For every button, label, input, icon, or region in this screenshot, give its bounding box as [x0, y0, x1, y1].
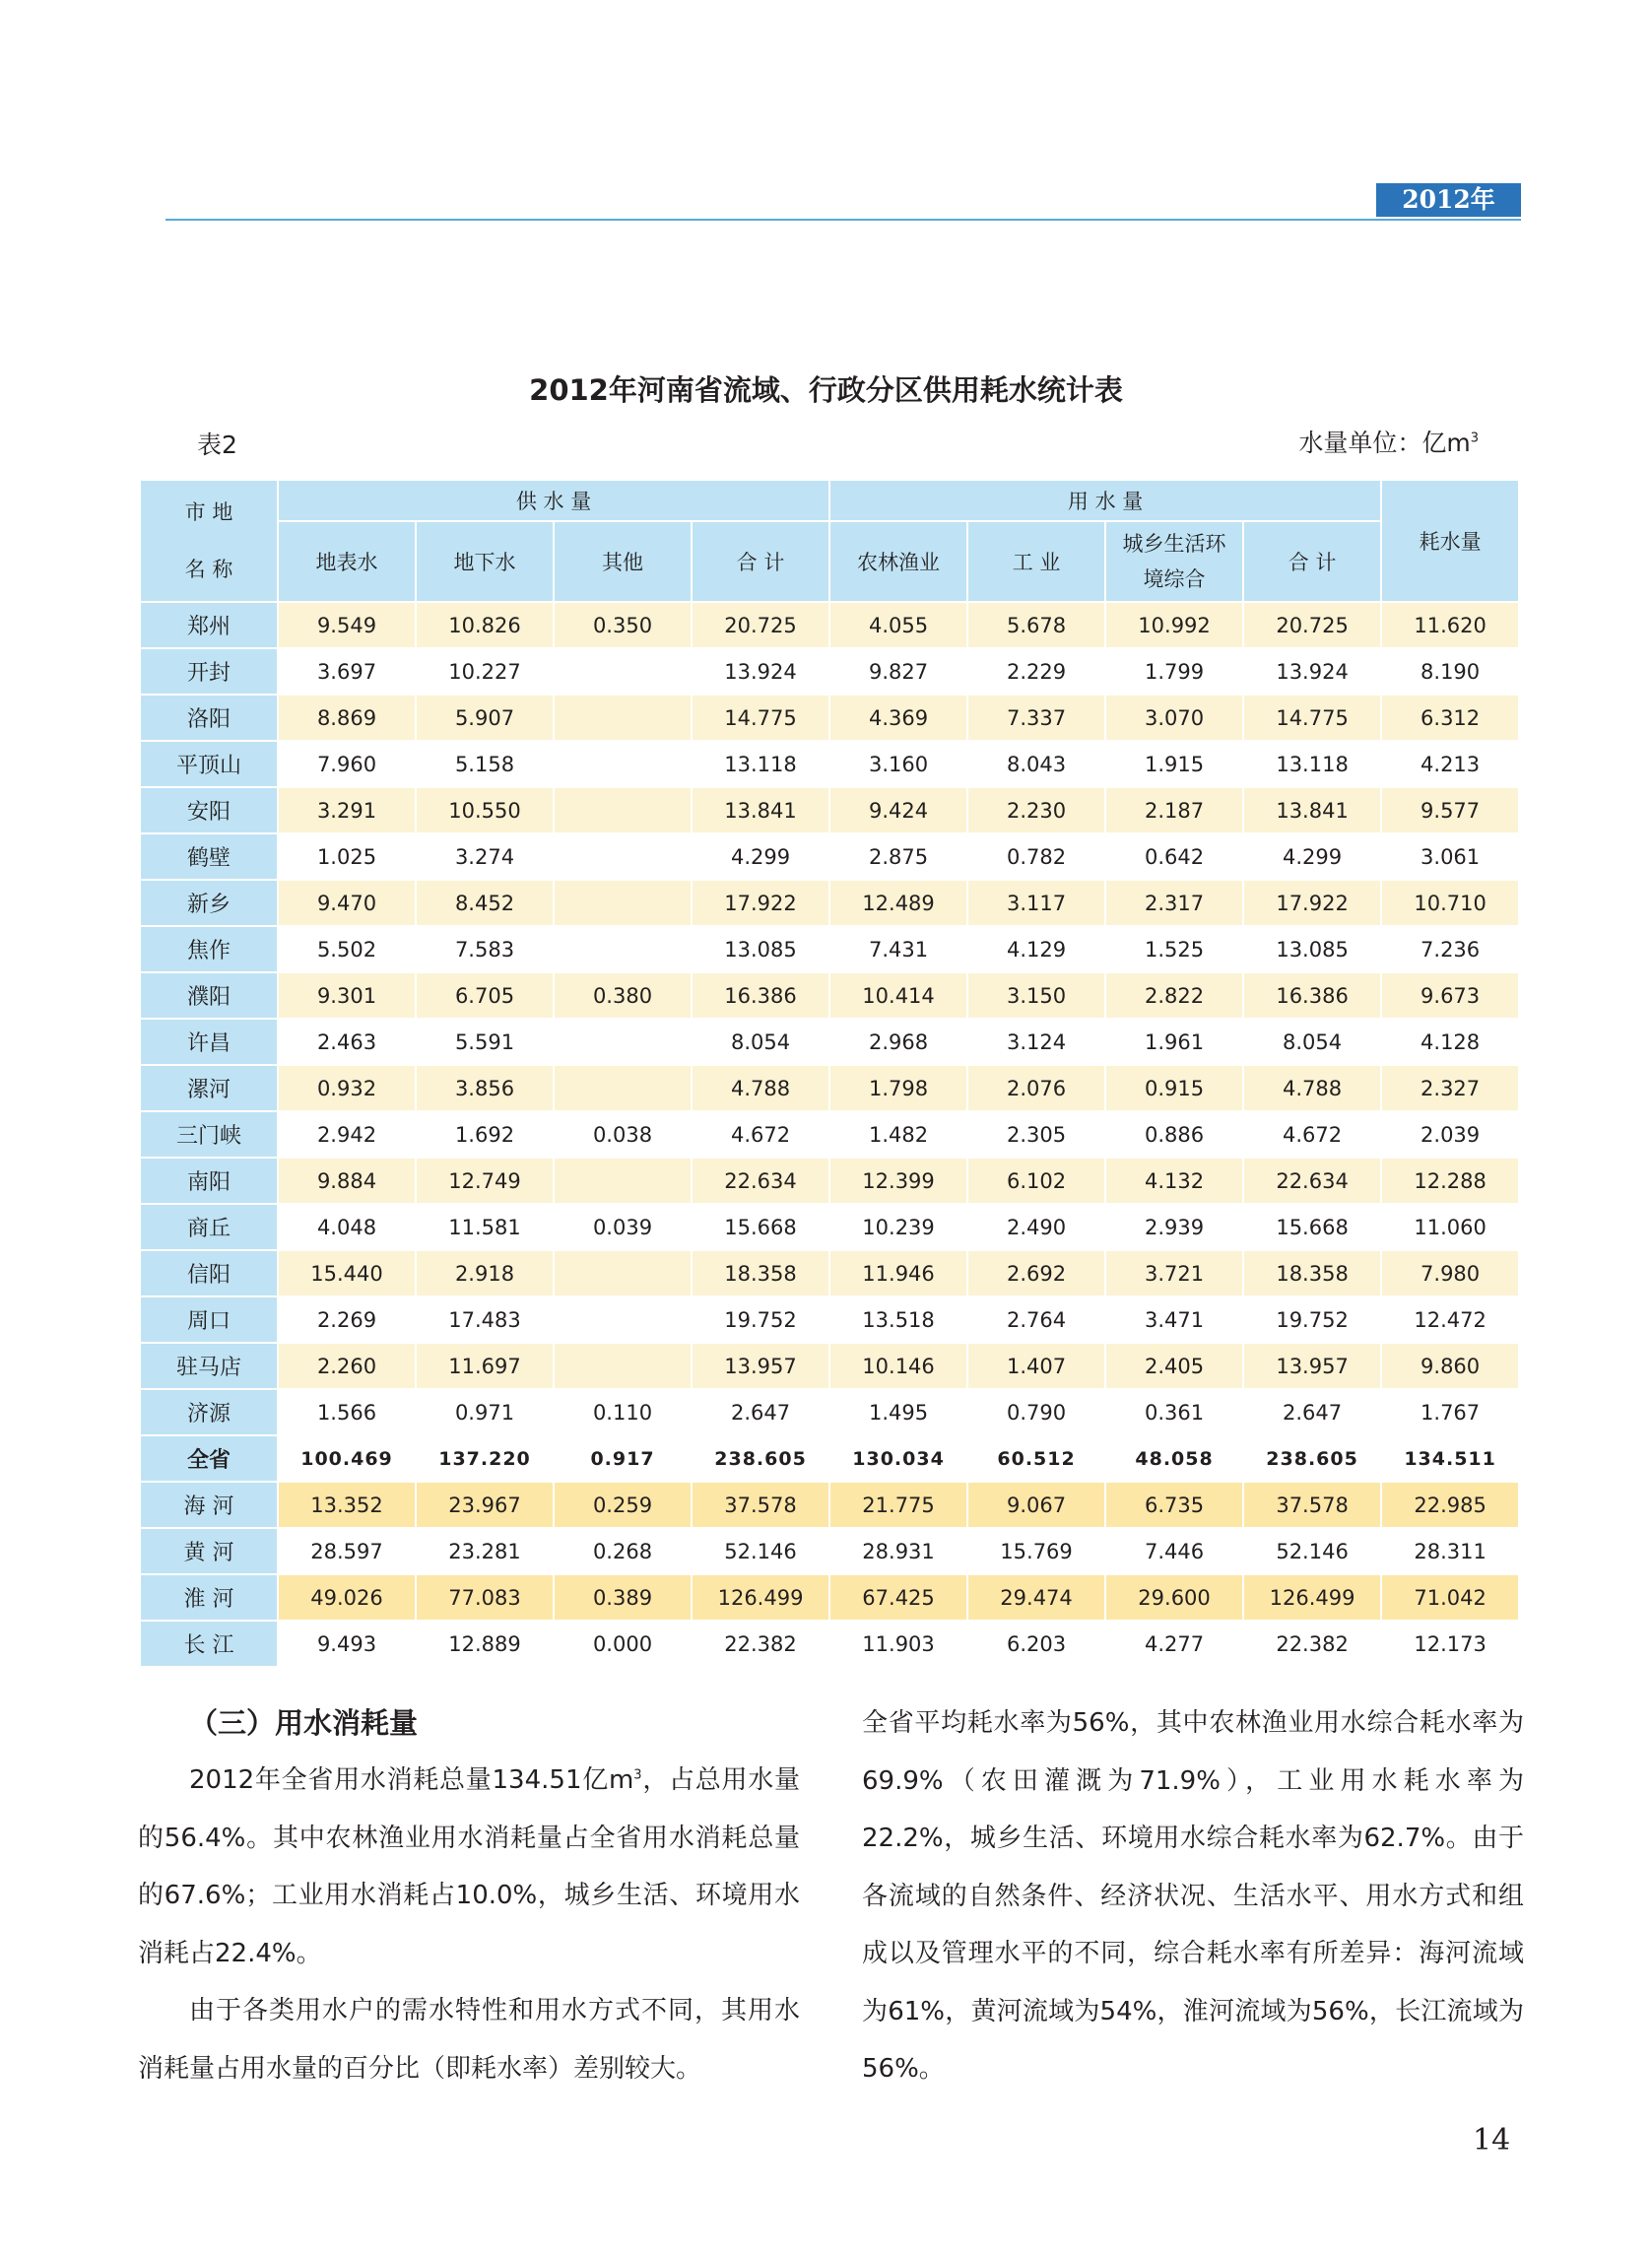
value-cell	[554, 1065, 692, 1111]
table-row	[140, 1019, 1519, 1065]
value-cell	[554, 787, 692, 833]
value-cell: 4.788	[1243, 1065, 1381, 1111]
value-cell: 0.886	[1105, 1111, 1243, 1158]
value-cell: 2.647	[692, 1389, 829, 1435]
value-cell: 4.788	[692, 1065, 829, 1111]
value-cell: 10.826	[416, 602, 554, 648]
value-cell: 21.775	[829, 1482, 967, 1528]
region-name-cell: 周口	[140, 1296, 278, 1343]
value-cell: 13.352	[278, 1482, 416, 1528]
value-cell: 4.213	[1381, 741, 1519, 787]
value-cell: 0.380	[554, 972, 692, 1019]
value-cell: 2.260	[278, 1343, 416, 1389]
value-cell: 4.672	[1243, 1111, 1381, 1158]
value-cell: 2.230	[967, 787, 1105, 833]
value-cell: 3.117	[967, 880, 1105, 926]
paragraph-3: 全省平均耗水率为56%，其中农林渔业用水综合耗水率为69.9%（农田灌溉为71.9%），工业用水耗水率为22.2%，城乡生活、环境用水综合耗水率为62.7%。由于各流域的自然条件、经济状况、生活水平、用水方式和组成以及管理水平的不同，综合耗水率有所差异：海河流域为61%，黄河流域为54%，淮河流域为56%，长江流域为56%。	[862, 1708, 1524, 2084]
table-row	[140, 602, 1519, 648]
value-cell: 1.915	[1105, 741, 1243, 787]
value-cell: 49.026	[278, 1574, 416, 1621]
value-cell: 130.034	[829, 1435, 967, 1482]
value-cell	[554, 1296, 692, 1343]
region-name-cell: 长 江	[140, 1621, 278, 1667]
region-name-cell: 海 河	[140, 1482, 278, 1528]
table-row	[140, 1435, 1519, 1482]
value-cell	[554, 648, 692, 695]
value-cell: 17.922	[1243, 880, 1381, 926]
value-cell: 2.647	[1243, 1389, 1381, 1435]
value-cell: 12.399	[829, 1158, 967, 1204]
value-cell: 12.173	[1381, 1621, 1519, 1667]
region-name-cell: 郑州	[140, 602, 278, 648]
value-cell: 6.312	[1381, 695, 1519, 741]
value-cell: 0.361	[1105, 1389, 1243, 1435]
supply-group-header: 供 水 量	[278, 480, 829, 521]
table-number: 表2	[197, 431, 237, 459]
region-name-cell: 鹤壁	[140, 833, 278, 880]
section-heading: （三）用水消耗量	[189, 1706, 419, 1740]
table-row	[140, 1204, 1519, 1250]
value-cell: 1.961	[1105, 1019, 1243, 1065]
value-cell: 29.600	[1105, 1574, 1243, 1621]
value-cell: 0.259	[554, 1482, 692, 1528]
value-cell: 2.076	[967, 1065, 1105, 1111]
value-cell: 12.749	[416, 1158, 554, 1204]
value-cell: 9.424	[829, 787, 967, 833]
value-cell: 9.884	[278, 1158, 416, 1204]
value-cell: 13.957	[692, 1343, 829, 1389]
table-row	[140, 926, 1519, 972]
text-column-left	[138, 1694, 800, 2097]
table-row	[140, 972, 1519, 1019]
paragraph-2: 由于各类用水户的需水特性和用水方式不同，其用水消耗量占用水量的百分比（即耗水率）差别较大。	[138, 1996, 800, 2084]
region-name-cell: 安阳	[140, 787, 278, 833]
value-cell	[554, 926, 692, 972]
value-cell: 13.118	[692, 741, 829, 787]
value-cell: 3.124	[967, 1019, 1105, 1065]
value-cell: 1.566	[278, 1389, 416, 1435]
table-row	[140, 1111, 1519, 1158]
value-cell: 1.525	[1105, 926, 1243, 972]
value-cell: 48.058	[1105, 1435, 1243, 1482]
value-cell: 4.132	[1105, 1158, 1243, 1204]
region-name-cell: 洛阳	[140, 695, 278, 741]
value-cell: 2.187	[1105, 787, 1243, 833]
header-rule	[165, 219, 1521, 221]
value-cell: 11.697	[416, 1343, 554, 1389]
value-cell: 10.992	[1105, 602, 1243, 648]
value-cell: 8.054	[692, 1019, 829, 1065]
value-cell: 1.025	[278, 833, 416, 880]
value-cell: 0.932	[278, 1065, 416, 1111]
value-cell: 11.581	[416, 1204, 554, 1250]
value-cell: 2.942	[278, 1111, 416, 1158]
table-row	[140, 1296, 1519, 1343]
value-cell: 37.578	[692, 1482, 829, 1528]
value-cell: 4.048	[278, 1204, 416, 1250]
table-row	[140, 741, 1519, 787]
value-cell: 10.227	[416, 648, 554, 695]
value-cell: 10.146	[829, 1343, 967, 1389]
value-cell: 22.382	[692, 1621, 829, 1667]
value-cell: 28.311	[1381, 1528, 1519, 1574]
value-cell: 6.705	[416, 972, 554, 1019]
value-cell: 3.070	[1105, 695, 1243, 741]
value-cell: 19.752	[692, 1296, 829, 1343]
water-statistics-table	[139, 479, 1520, 1668]
value-cell: 2.305	[967, 1111, 1105, 1158]
value-cell: 15.769	[967, 1528, 1105, 1574]
value-cell: 13.924	[692, 648, 829, 695]
value-cell: 2.490	[967, 1204, 1105, 1250]
table-row	[140, 833, 1519, 880]
value-cell: 13.924	[1243, 648, 1381, 695]
value-cell: 2.875	[829, 833, 967, 880]
value-cell	[554, 741, 692, 787]
value-cell: 13.518	[829, 1296, 967, 1343]
value-cell: 15.668	[692, 1204, 829, 1250]
value-cell: 9.301	[278, 972, 416, 1019]
col-header-ground: 地下水	[416, 521, 554, 602]
value-cell: 17.483	[416, 1296, 554, 1343]
value-cell: 0.350	[554, 602, 692, 648]
value-cell: 100.469	[278, 1435, 416, 1482]
region-name-cell: 濮阳	[140, 972, 278, 1019]
value-cell: 13.085	[1243, 926, 1381, 972]
value-cell: 8.190	[1381, 648, 1519, 695]
value-cell: 8.869	[278, 695, 416, 741]
value-cell: 77.083	[416, 1574, 554, 1621]
value-cell: 2.463	[278, 1019, 416, 1065]
col-header-supply-total: 合 计	[692, 521, 829, 602]
value-cell: 1.495	[829, 1389, 967, 1435]
table-row	[140, 1482, 1519, 1528]
value-cell: 52.146	[1243, 1528, 1381, 1574]
value-cell: 52.146	[692, 1528, 829, 1574]
value-cell: 3.721	[1105, 1250, 1243, 1296]
table-body	[140, 602, 1519, 1667]
value-cell: 126.499	[692, 1574, 829, 1621]
value-cell: 13.118	[1243, 741, 1381, 787]
value-cell: 2.918	[416, 1250, 554, 1296]
value-cell: 12.889	[416, 1621, 554, 1667]
value-cell: 0.110	[554, 1389, 692, 1435]
table-row	[140, 648, 1519, 695]
consumption-header: 耗水量	[1381, 480, 1519, 602]
value-cell: 23.967	[416, 1482, 554, 1528]
value-cell: 22.634	[1243, 1158, 1381, 1204]
value-cell: 8.054	[1243, 1019, 1381, 1065]
value-cell	[554, 1343, 692, 1389]
region-name-cell: 平顶山	[140, 741, 278, 787]
value-cell: 11.903	[829, 1621, 967, 1667]
value-cell: 3.061	[1381, 833, 1519, 880]
region-name-cell: 驻马店	[140, 1343, 278, 1389]
value-cell: 4.277	[1105, 1621, 1243, 1667]
value-cell: 12.472	[1381, 1296, 1519, 1343]
value-cell: 0.038	[554, 1111, 692, 1158]
value-cell: 17.922	[692, 880, 829, 926]
value-cell: 1.692	[416, 1111, 554, 1158]
value-cell: 5.502	[278, 926, 416, 972]
region-name-cell: 南阳	[140, 1158, 278, 1204]
value-cell: 16.386	[1243, 972, 1381, 1019]
table-row	[140, 1343, 1519, 1389]
value-cell: 15.440	[278, 1250, 416, 1296]
value-cell: 1.482	[829, 1111, 967, 1158]
value-cell: 2.692	[967, 1250, 1105, 1296]
value-cell: 2.405	[1105, 1343, 1243, 1389]
value-cell: 9.860	[1381, 1343, 1519, 1389]
value-cell: 126.499	[1243, 1574, 1381, 1621]
value-cell: 5.907	[416, 695, 554, 741]
col-header-industry: 工 业	[967, 521, 1105, 602]
value-cell: 238.605	[692, 1435, 829, 1482]
col-header-other: 其他	[554, 521, 692, 602]
value-cell: 14.775	[1243, 695, 1381, 741]
value-cell	[554, 1019, 692, 1065]
value-cell: 7.236	[1381, 926, 1519, 972]
value-cell: 23.281	[416, 1528, 554, 1574]
region-name-cell: 济源	[140, 1389, 278, 1435]
value-cell: 7.337	[967, 695, 1105, 741]
value-cell: 3.856	[416, 1065, 554, 1111]
table-row	[140, 1621, 1519, 1667]
value-cell: 7.980	[1381, 1250, 1519, 1296]
region-name-cell: 新乡	[140, 880, 278, 926]
value-cell: 3.291	[278, 787, 416, 833]
value-cell	[554, 1158, 692, 1204]
value-cell: 9.493	[278, 1621, 416, 1667]
value-cell: 15.668	[1243, 1204, 1381, 1250]
value-cell: 9.827	[829, 648, 967, 695]
value-cell: 0.782	[967, 833, 1105, 880]
value-cell: 238.605	[1243, 1435, 1381, 1482]
value-cell: 9.577	[1381, 787, 1519, 833]
value-cell: 9.673	[1381, 972, 1519, 1019]
value-cell: 0.642	[1105, 833, 1243, 880]
value-cell: 0.389	[554, 1574, 692, 1621]
value-cell: 4.369	[829, 695, 967, 741]
value-cell: 2.229	[967, 648, 1105, 695]
value-cell: 20.725	[692, 602, 829, 648]
value-cell: 4.672	[692, 1111, 829, 1158]
value-cell: 2.269	[278, 1296, 416, 1343]
value-cell: 2.939	[1105, 1204, 1243, 1250]
value-cell: 3.274	[416, 833, 554, 880]
value-cell: 11.620	[1381, 602, 1519, 648]
value-cell: 11.946	[829, 1250, 967, 1296]
value-cell: 13.085	[692, 926, 829, 972]
col-header-domestic-env: 城乡生活环境综合	[1105, 521, 1243, 602]
value-cell: 134.511	[1381, 1435, 1519, 1482]
value-cell: 1.798	[829, 1065, 967, 1111]
value-cell: 5.158	[416, 741, 554, 787]
table-row	[140, 1528, 1519, 1574]
value-cell	[554, 833, 692, 880]
region-name-cell: 全省	[140, 1435, 278, 1482]
value-cell: 5.591	[416, 1019, 554, 1065]
value-cell: 9.470	[278, 880, 416, 926]
region-name-cell: 信阳	[140, 1250, 278, 1296]
value-cell: 4.299	[692, 833, 829, 880]
table-row	[140, 1389, 1519, 1435]
table-row	[140, 787, 1519, 833]
paragraph-1: 2012年全省用水消耗总量134.51亿$m^3$，占总用水量的56.4%。其中农林渔业用水消耗量占全省用水消耗总量的67.6%；工业用水消耗占10.0%，城乡生活、环境用水消耗占22.4%。	[138, 1765, 800, 1968]
value-cell: 6.203	[967, 1621, 1105, 1667]
value-cell: 10.550	[416, 787, 554, 833]
region-header: 市 地 名 称	[140, 480, 278, 602]
value-cell: 0.917	[554, 1435, 692, 1482]
value-cell: 29.474	[967, 1574, 1105, 1621]
value-cell: 2.968	[829, 1019, 967, 1065]
table-row	[140, 1158, 1519, 1204]
value-cell: 12.288	[1381, 1158, 1519, 1204]
value-cell: 2.822	[1105, 972, 1243, 1019]
col-header-use-total: 合 计	[1243, 521, 1381, 602]
unit-label: 水量单位：亿$m^3$	[1298, 429, 1479, 457]
value-cell: 3.160	[829, 741, 967, 787]
region-name-cell: 漯河	[140, 1065, 278, 1111]
value-cell: 37.578	[1243, 1482, 1381, 1528]
value-cell: 1.799	[1105, 648, 1243, 695]
value-cell: 0.000	[554, 1621, 692, 1667]
region-name-cell: 开封	[140, 648, 278, 695]
value-cell: 18.358	[692, 1250, 829, 1296]
value-cell: 71.042	[1381, 1574, 1519, 1621]
value-cell: 7.431	[829, 926, 967, 972]
value-cell: 19.752	[1243, 1296, 1381, 1343]
value-cell: 10.414	[829, 972, 967, 1019]
value-cell: 2.764	[967, 1296, 1105, 1343]
value-cell: 9.067	[967, 1482, 1105, 1528]
page-number: 14	[1473, 2123, 1511, 2157]
value-cell: 5.678	[967, 602, 1105, 648]
value-cell: 9.549	[278, 602, 416, 648]
value-cell: 3.697	[278, 648, 416, 695]
value-cell: 7.583	[416, 926, 554, 972]
value-cell	[554, 1250, 692, 1296]
value-cell: 20.725	[1243, 602, 1381, 648]
value-cell: 22.382	[1243, 1621, 1381, 1667]
value-cell: 28.931	[829, 1528, 967, 1574]
value-cell: 7.446	[1105, 1528, 1243, 1574]
value-cell: 11.060	[1381, 1204, 1519, 1250]
value-cell: 0.268	[554, 1528, 692, 1574]
value-cell: 13.957	[1243, 1343, 1381, 1389]
value-cell: 2.039	[1381, 1111, 1519, 1158]
value-cell: 6.735	[1105, 1482, 1243, 1528]
value-cell: 0.039	[554, 1204, 692, 1250]
value-cell: 12.489	[829, 880, 967, 926]
value-cell: 2.317	[1105, 880, 1243, 926]
value-cell: 13.841	[1243, 787, 1381, 833]
value-cell: 3.150	[967, 972, 1105, 1019]
value-cell: 1.407	[967, 1343, 1105, 1389]
value-cell: 67.425	[829, 1574, 967, 1621]
value-cell: 14.775	[692, 695, 829, 741]
table-row	[140, 880, 1519, 926]
table-row	[140, 1574, 1519, 1621]
value-cell: 0.790	[967, 1389, 1105, 1435]
value-cell: 28.597	[278, 1528, 416, 1574]
use-group-header: 用 水 量	[829, 480, 1381, 521]
value-cell: 0.915	[1105, 1065, 1243, 1111]
value-cell: 18.358	[1243, 1250, 1381, 1296]
value-cell: 16.386	[692, 972, 829, 1019]
table-row	[140, 1065, 1519, 1111]
region-name-cell: 许昌	[140, 1019, 278, 1065]
col-header-agri: 农林渔业	[829, 521, 967, 602]
value-cell: 1.767	[1381, 1389, 1519, 1435]
value-cell: 10.239	[829, 1204, 967, 1250]
value-cell: 4.299	[1243, 833, 1381, 880]
value-cell: 8.043	[967, 741, 1105, 787]
year-badge: 2012年	[1376, 183, 1521, 217]
region-name-cell: 焦作	[140, 926, 278, 972]
table-row	[140, 695, 1519, 741]
region-name-cell: 商丘	[140, 1204, 278, 1250]
value-cell: 13.841	[692, 787, 829, 833]
value-cell	[554, 880, 692, 926]
value-cell	[554, 695, 692, 741]
table-row	[140, 1250, 1519, 1296]
value-cell: 6.102	[967, 1158, 1105, 1204]
value-cell: 22.634	[692, 1158, 829, 1204]
value-cell: 7.960	[278, 741, 416, 787]
region-name-cell: 黄 河	[140, 1528, 278, 1574]
value-cell: 2.327	[1381, 1065, 1519, 1111]
value-cell: 10.710	[1381, 880, 1519, 926]
value-cell: 3.471	[1105, 1296, 1243, 1343]
value-cell: 60.512	[967, 1435, 1105, 1482]
value-cell: 0.971	[416, 1389, 554, 1435]
value-cell: 137.220	[416, 1435, 554, 1482]
value-cell: 22.985	[1381, 1482, 1519, 1528]
col-header-surface: 地表水	[278, 521, 416, 602]
value-cell: 8.452	[416, 880, 554, 926]
value-cell: 4.129	[967, 926, 1105, 972]
region-name-cell: 三门峡	[140, 1111, 278, 1158]
region-name-cell: 淮 河	[140, 1574, 278, 1621]
table-title: 2012年河南省流域、行政分区供用耗水统计表	[529, 373, 1123, 407]
value-cell: 4.055	[829, 602, 967, 648]
value-cell: 4.128	[1381, 1019, 1519, 1065]
text-column-right	[862, 1694, 1524, 2098]
